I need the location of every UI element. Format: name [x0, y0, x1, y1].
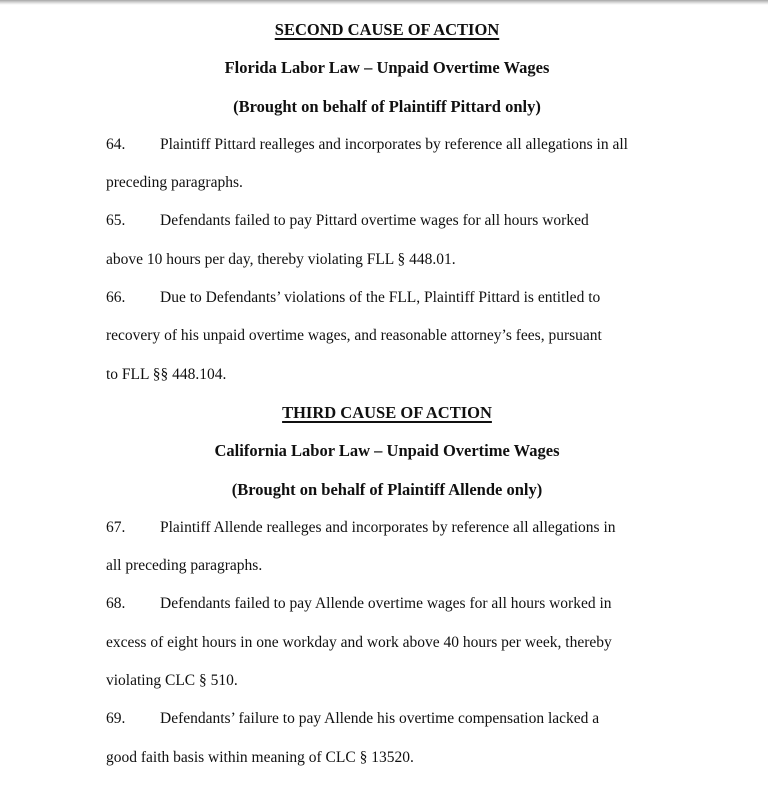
paragraph-first-line — [106, 509, 688, 547]
paragraph-first-line — [106, 585, 688, 623]
paragraph-first-line — [106, 126, 688, 164]
paragraph-first-line — [106, 202, 688, 240]
paragraph-line: Defendants failed to pay Allende overtime wages for all hours worked in — [160, 595, 612, 613]
paragraph-first-line — [106, 279, 688, 317]
section-note: (Brought on behalf of Plaintiff Pittard only) — [233, 96, 541, 116]
section-subheading: California Labor Law – Unpaid Overtime Wages — [214, 441, 560, 461]
paragraph-number: 65. — [106, 212, 126, 230]
paragraph-first-line — [106, 700, 688, 738]
document-content — [0, 5, 768, 777]
paragraph-line: Defendants’ failure to pay Allende his overtime compensation lacked a — [160, 710, 600, 728]
paragraph-line: all preceding paragraphs. — [106, 557, 263, 575]
paragraph-line: preceding paragraphs. — [106, 174, 243, 192]
section-subheading: Florida Labor Law – Unpaid Overtime Wages — [224, 58, 550, 78]
paragraph-number: 69. — [106, 710, 126, 728]
section-note: (Brought on behalf of Plaintiff Allende only) — [231, 479, 543, 499]
paragraph-line: to FLL §§ 448.104. — [106, 365, 227, 383]
paragraph-number: 68. — [106, 595, 126, 613]
section-heading: THIRD CAUSE OF ACTION — [282, 402, 492, 422]
paragraph-number: 66. — [106, 289, 126, 307]
paragraph-line: Due to Defendants’ violations of the FLL, Plaintiff Pittard is entitled to — [160, 289, 601, 307]
paragraph-line: Plaintiff Allende realleges and incorporates by reference all allegations in — [160, 518, 616, 536]
paragraph-line: excess of eight hours in one workday and work above 40 hours per week, thereby — [106, 633, 612, 651]
paragraph-line: Defendants failed to pay Pittard overtime wages for all hours worked — [160, 212, 589, 230]
paragraph-line: recovery of his unpaid overtime wages, and reasonable attorney’s fees, pursuant — [106, 327, 602, 345]
paragraph-line: Plaintiff Pittard realleges and incorporates by reference all allegations in all — [160, 135, 628, 153]
paragraph-number: 67. — [106, 518, 126, 536]
paragraph-line: violating CLC § 510. — [106, 672, 238, 690]
paragraph-number: 64. — [106, 135, 126, 153]
paragraph-line: above 10 hours per day, thereby violating FLL § 448.01. — [106, 250, 456, 268]
paragraph-line: good faith basis within meaning of CLC § 13520. — [106, 748, 414, 766]
section-heading: SECOND CAUSE OF ACTION — [274, 20, 500, 39]
